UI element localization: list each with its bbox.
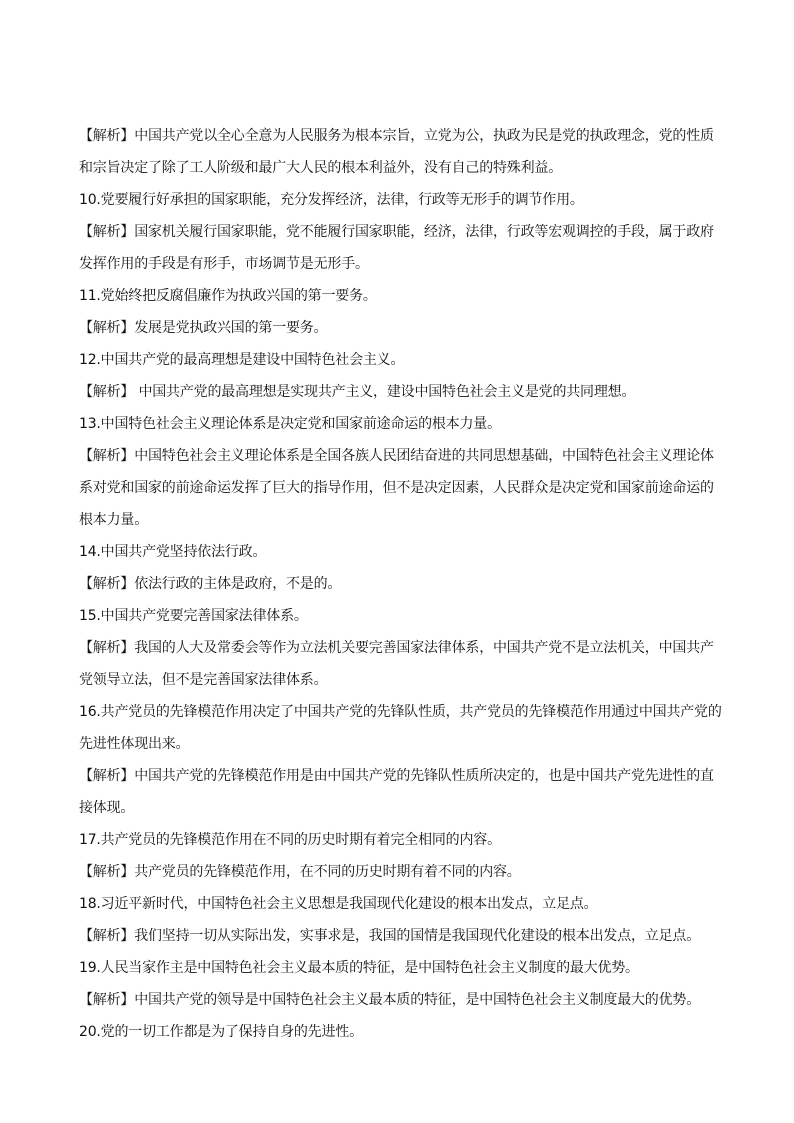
continuation-line: 和宗旨决定了除了工人阶级和最广大人民的根本利益外，没有自己的特殊利益。 — [79, 160, 562, 176]
question-line: 11.党始终把反腐倡廉作为执政兴国的第一要务。 — [79, 288, 377, 304]
continuation-line: 接体现。 — [79, 800, 135, 816]
question-line: 15.中国共产党要完善国家法律体系。 — [79, 608, 308, 624]
continuation-line: 根本力量。 — [79, 512, 148, 528]
question-line: 14.中国共产党坚持依法行政。 — [79, 544, 267, 560]
question-line: 17.共产党员的先锋模范作用在不同的历史时期有着完全相同的内容。 — [79, 832, 501, 848]
analysis-line: 【解析】中国共产党的领导是中国特色社会主义最本质的特征，是中国特色社会主义制度最大的优势。 — [79, 992, 700, 1008]
analysis-line: 【解析】中国共产党以全心全意为人民服务为根本宗旨，立党为公，执政为民是党的执政理念，党的性质 — [79, 128, 714, 144]
analysis-line: 【解析】中国共产党的先锋模范作用是由中国共产党的先锋队性质所决定的，也是中国共产党先进性的直 — [79, 768, 714, 784]
analysis-line: 【解析】发展是党执政兴国的第一要务。 — [79, 320, 328, 336]
analysis-line: 【解析】我们坚持一切从实际出发，实事求是，我国的国情是我国现代化建设的根本出发点，立足点。 — [79, 928, 700, 944]
analysis-line: 【解析】中国特色社会主义理论体系是全国各族人民团结奋进的共同思想基础，中国特色社会主义理论体 — [79, 448, 714, 464]
analysis-line: 【解析】 中国共产党的最高理想是实现共产主义，建设中国特色社会主义是党的共同理想。 — [79, 384, 636, 400]
question-line: 18.习近平新时代，中国特色社会主义思想是我国现代化建设的根本出发点，立足点。 — [79, 896, 598, 912]
analysis-line: 【解析】我国的人大及常委会等作为立法机关要完善国家法律体系，中国共产党不是立法机关，中国共产 — [79, 640, 714, 656]
question-line: 12.中国共产党的最高理想是建设中国特色社会主义。 — [79, 352, 405, 368]
continuation-line: 发挥作用的手段是有形手，市场调节是无形手。 — [79, 256, 369, 272]
analysis-line: 【解析】依法行政的主体是政府，不是的。 — [79, 576, 342, 592]
document-body — [79, 120, 724, 1048]
question-line: 19.人民当家作主是中国特色社会主义最本质的特征，是中国特色社会主义制度的最大优势。 — [79, 960, 639, 976]
analysis-line: 【解析】国家机关履行国家职能，党不能履行国家职能，经济，法律，行政等宏观调控的手段，属于政府 — [79, 224, 714, 240]
continuation-line: 党领导立法，但不是完善国家法律体系。 — [79, 672, 328, 688]
continuation-line: 先进性体现出来。 — [79, 736, 190, 752]
question-line: 16.共产党员的先锋模范作用决定了中国共产党的先锋队性质，共产党员的先锋模范作用通过中国共产党的 — [79, 704, 722, 720]
question-line: 20.党的一切工作都是为了保持自身的先进性。 — [79, 1024, 363, 1040]
continuation-line: 系对党和国家的前途命运发挥了巨大的指导作用，但不是决定因素，人民群众是决定党和国家前途命运的 — [79, 480, 714, 496]
question-line: 13.中国特色社会主义理论体系是决定党和国家前途命运的根本力量。 — [79, 416, 501, 432]
question-line: 10.党要履行好承担的国家职能，充分发挥经济，法律，行政等无形手的调节作用。 — [79, 192, 584, 208]
analysis-line: 【解析】共产党员的先锋模范作用，在不同的历史时期有着不同的内容。 — [79, 864, 521, 880]
